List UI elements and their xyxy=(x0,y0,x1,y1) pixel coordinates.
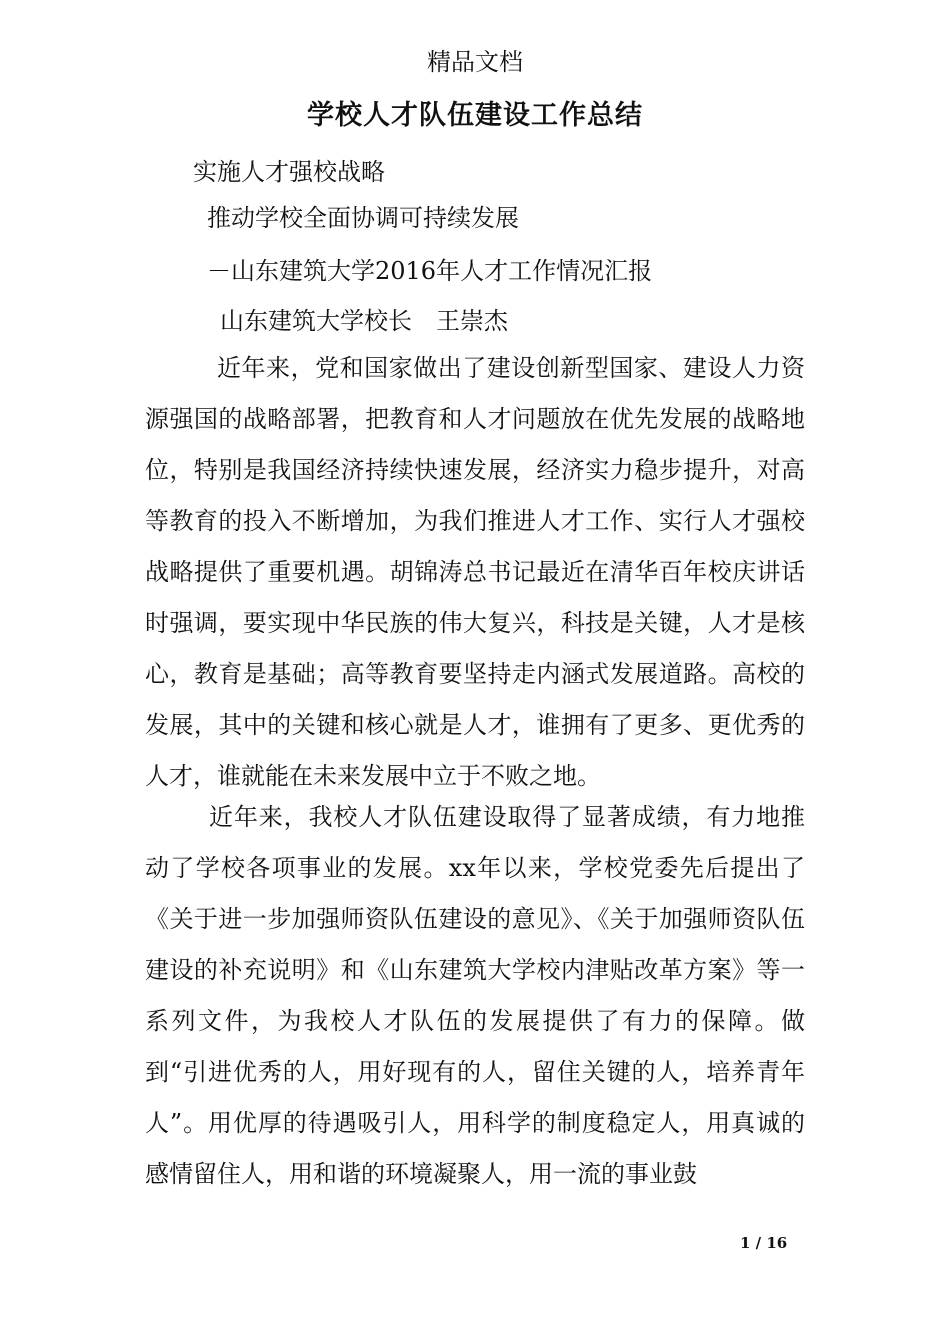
paragraph-1: 近年来，党和国家做出了建设创新型国家、建设人力资源强国的战略部署，把教育和人才问题放在优先发展的战略地位，特别是我国经济持续快速发展，经济实力稳步提升，对高等教育的投入不断增加，为我们推进人才工作、实行人才强校战略提供了重要机遇。胡锦涛总书记最近在清华百年校庆讲话时强调，要实现中华民族的伟大复兴，科技是关键，人才是核心，教育是基础；高等教育要坚持走内涵式发展道路。高校的发展，其中的关键和核心就是人才，谁拥有了更多、更优秀的人才，谁就能在未来发展中立于不败之地。 xyxy=(145,354,805,790)
subtitle-line-3: －山东建筑大学2016年人才工作情况汇报 xyxy=(207,257,653,285)
subtitle-line-2: 推动学校全面协调可持续发展 xyxy=(207,204,519,232)
document-title: 学校人才队伍建设工作总结 xyxy=(307,100,643,131)
subtitle-line-1: 实施人才强校战略 xyxy=(193,158,385,186)
page-number: 1 / 16 xyxy=(740,1234,788,1252)
author-line: 山东建筑大学校长 王崇杰 xyxy=(220,307,508,335)
paragraph-2: 近年来，我校人才队伍建设取得了显著成绩，有力地推动了学校各项事业的发展。xx年以来，学校党委先后提出了《关于进一步加强师资队伍建设的意见》、《关于加强师资队伍建设的补充说明》和《山东建筑大学校内津贴改革方案》等一系列文件，为我校人才队伍的发展提供了有力的保障。做到“引进优秀的人，用好现有的人，留住关键的人，培养青年人”。用优厚的待遇吸引人，用科学的制度稳定人，用真诚的感情留住人，用和谐的环境凝聚人，用一流的事业鼓 xyxy=(145,803,805,1188)
page-header: 精品文档 xyxy=(427,48,523,76)
